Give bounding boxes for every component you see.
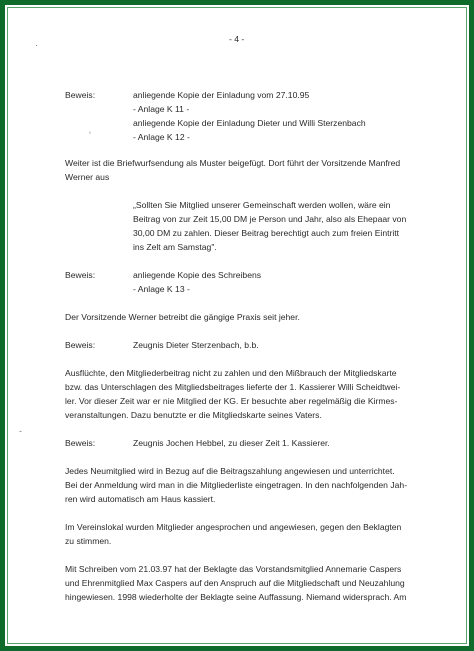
paragraph-line: Weiter ist die Briefwurfsendung als Muster beigefügt. Dort führt der Vorsitzende Manfred [65,158,401,168]
paragraph-line: Ausflüchte, den Mitgliederbeitrag nicht zu zahlen und den Mißbrauch der Mitgliedskarte [65,368,397,378]
beweis-line: - Anlage K 13 - [133,284,190,294]
document-page [5,5,469,646]
scan-speck: · [35,40,38,50]
beweis-label: Beweis: [65,270,96,280]
beweis-line: anliegende Kopie des Schreibens [133,270,262,280]
beweis-line: Zeugnis Jochen Hebbel, zu dieser Zeit 1. Kassierer. [133,438,330,448]
paragraph-line: ler. Vor dieser Zeit war er nie Mitglied der KG. Er besuchte aber regelmäßig die Kirmes- [65,396,398,406]
beweis-line: Zeugnis Dieter Sterzenbach, b.b. [133,340,259,350]
page-number: - 4 - [229,34,245,44]
beweis-label: Beweis: [65,90,96,100]
scan-speck: ‘ [89,130,91,140]
paragraph-line: Werner aus [65,172,110,182]
beweis-line: - Anlage K 11 - [133,104,190,114]
paragraph-line: und Ehrenmitglied Max Caspers auf den Anspruch auf die Mitgliedschaft und Neuzahlung [65,578,405,588]
scan-speck: - [19,426,22,436]
beweis-line: anliegende Kopie der Einladung Dieter und Willi Sterzenbach [133,118,366,128]
beweis-label: Beweis: [65,340,96,350]
beweis-label: Beweis: [65,438,96,448]
paragraph-line: Der Vorsitzende Werner betreibt die gängige Praxis seit jeher. [65,312,300,322]
quote-line: Beitrag von zur Zeit 15,00 DM je Person und Jahr, also als Ehepaar von [133,214,407,224]
quote-line: „Sollten Sie Mitglied unserer Gemeinschaft werden wollen, wäre ein [133,200,391,210]
paragraph-line: zu stimmen. [65,536,112,546]
paragraph-line: Im Vereinslokal wurden Mitglieder angesprochen und angewiesen, gegen den Beklagten [65,522,402,532]
paragraph-line: hingewiesen. 1998 wiederholte der Beklagte seine Auffassung. Niemand widersprach. Am [65,592,407,602]
quote-line: ins Zelt am Samstag". [133,242,217,252]
paragraph-line: Jedes Neumitglied wird in Bezug auf die Beitragszahlung angewiesen und unterrichtet. [65,466,395,476]
paragraph-line: ren wird automatisch am Haus kassiert. [65,494,216,504]
paragraph-line: veranstaltungen. Dazu benutzte er die Mitgliedskarte seines Vaters. [65,410,322,420]
paragraph-line: Bei der Anmeldung wird man in die Mitgliederliste eingetragen. In den nachfolgenden Jah- [65,480,408,490]
beweis-line: - Anlage K 12 - [133,132,190,142]
paragraph-line: bzw. das Unterschlagen des Mitgliedsbeitrages lieferte der 1. Kassierer Willi Scheidtwei- [65,382,401,392]
quote-line: 30,00 DM zu zahlen. Dieser Beitrag berechtigt auch zum freien Eintritt [133,228,400,238]
beweis-line: anliegende Kopie der Einladung vom 27.10.95 [133,90,310,100]
paragraph-line: Mit Schreiben vom 21.03.97 hat der Beklagte das Vorstandsmitglied Annemarie Caspers [65,564,402,574]
